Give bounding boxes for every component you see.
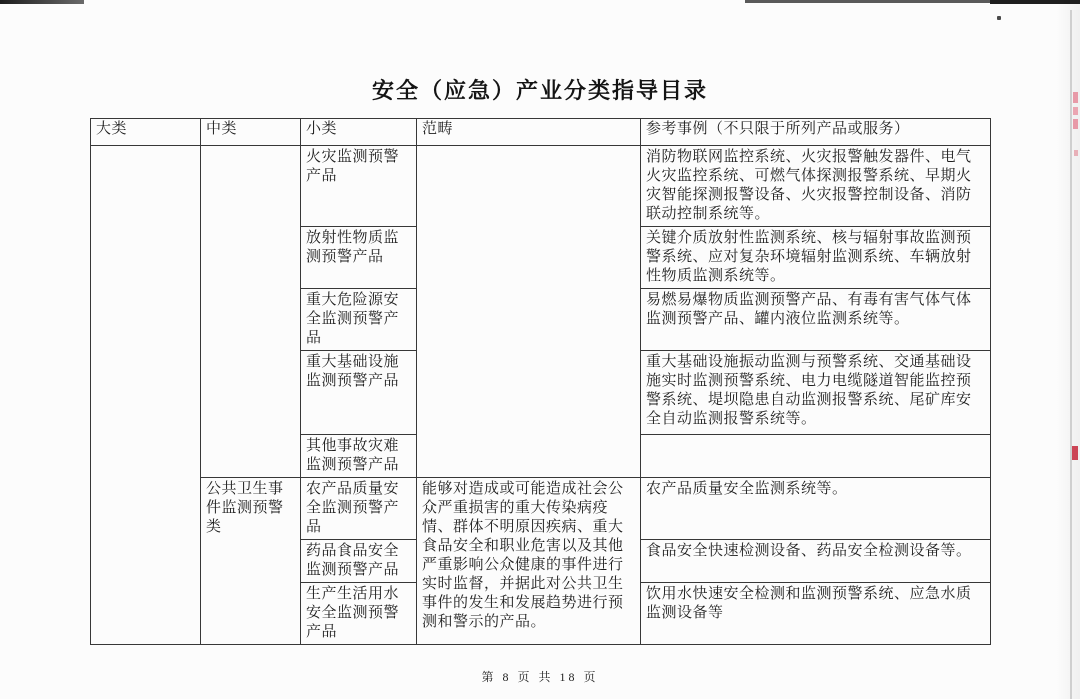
col-header-scope: 范畴 (417, 119, 641, 146)
cell-minor-infrastructure: 重大基础设施监测预警产品 (301, 351, 417, 435)
col-header-examples: 参考事例（不只限于所列产品或服务） (641, 119, 991, 146)
col-header-major: 大类 (91, 119, 201, 146)
cell-scope-s1 (417, 146, 641, 478)
cell-major-category (91, 146, 201, 645)
cell-examples-drug-food: 食品安全快速检测设备、药品安全检测设备等。 (641, 540, 991, 583)
scan-artifact-top-left (0, 0, 84, 4)
scan-red-mark (1072, 446, 1078, 460)
cell-examples-other-disaster (641, 435, 991, 478)
scan-artifact-top-right (745, 0, 990, 3)
cell-examples-agri-product: 农产品质量安全监测系统等。 (641, 478, 991, 540)
cell-minor-fire: 火灾监测预警产品 (301, 146, 417, 227)
cell-minor-other-disaster: 其他事故灾难监测预警产品 (301, 435, 417, 478)
cell-examples-hazard-source: 易燃易爆物质监测预警产品、有毒有害气体气体监测预警产品、罐内液位监测系统等。 (641, 289, 991, 351)
classification-table (90, 118, 991, 645)
col-header-minor: 小类 (301, 119, 417, 146)
document-title: 安全（应急）产业分类指导目录 (371, 78, 708, 103)
cell-examples-fire: 消防物联网监控系统、火灾报警触发器件、电气火灾监控系统、可燃气体探测报警系统、早期火灾智能探测报警设备、火灾报警控制设备、消防联动控制系统等。 (641, 146, 991, 227)
scan-pink-mark (1073, 119, 1078, 129)
cell-minor-drug-food: 药品食品安全监测预警产品 (301, 540, 417, 583)
header-row (91, 119, 991, 146)
table-row (91, 478, 991, 540)
cell-middle-category-s2: 公共卫生事件监测预警类 (201, 478, 301, 645)
cell-middle-category-s1 (201, 146, 301, 478)
scan-speck (997, 16, 1001, 20)
scan-pink-mark (1073, 107, 1078, 115)
cell-examples-radioactive: 关键介质放射性监测系统、核与辐射事故监测预警系统、应对复杂环境辐射监测系统、车辆放射性物质监测系统等。 (641, 227, 991, 289)
cell-minor-agri-product: 农产品质量安全监测预警产品 (301, 478, 417, 540)
cell-minor-radioactive: 放射性物质监测预警产品 (301, 227, 417, 289)
page-number-footer: 第 8 页 共 18 页 (481, 670, 599, 684)
scan-pink-mark (1074, 150, 1078, 156)
table-row (91, 146, 991, 227)
cell-minor-water: 生产生活用水安全监测预警产品 (301, 583, 417, 645)
cell-scope-s2: 能够对造成或可能造成社会公众严重损害的重大传染病疫情、群体不明原因疾病、重大食品安全和职业危害以及其他严重影响公众健康的事件进行实时监督，并据此对公共卫生事件的发生和发展趋势进行预测和警示的产品。 (417, 478, 641, 645)
cell-examples-infrastructure: 重大基础设施振动监测与预警系统、交通基础设施实时监测预警系统、电力电缆隧道智能监控预警系统、堤坝隐患自动监测报警系统、尾矿库安全自动监测报警系统等。 (641, 351, 991, 435)
col-header-middle: 中类 (201, 119, 301, 146)
cell-minor-hazard-source: 重大危险源安全监测预警产品 (301, 289, 417, 351)
scan-edge-line (1070, 10, 1072, 699)
cell-examples-water: 饮用水快速安全检测和监测预警系统、应急水质监测设备等 (641, 583, 991, 645)
